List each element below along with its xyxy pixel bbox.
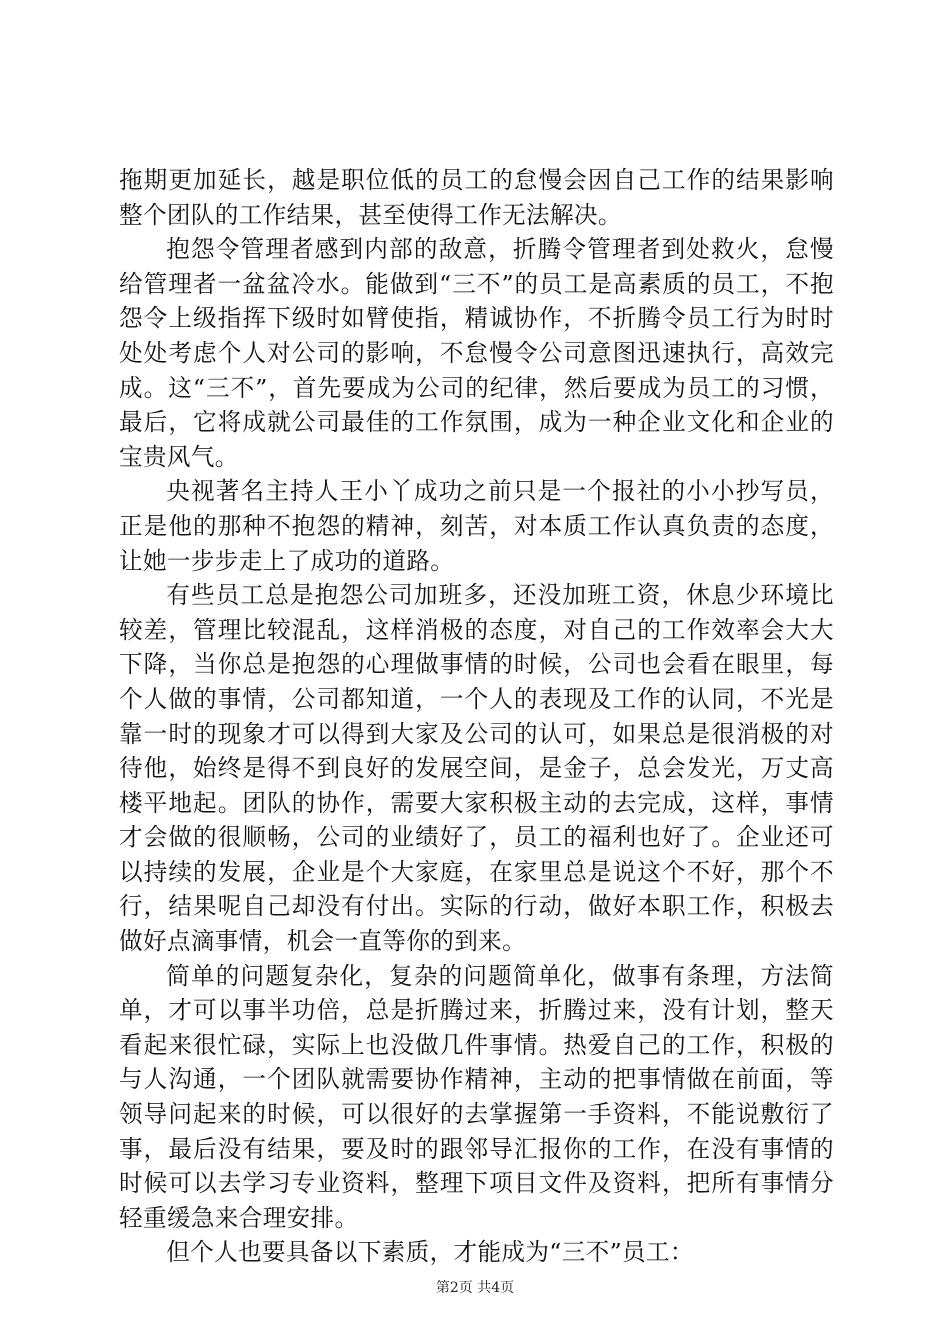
paragraph: 抱怨令管理者感到内部的敌意，折腾令管理者到处救火，怠慢给管理者一盆盆冷水。能做到“三不”的员工是高素质的员工，不抱怨令上级指挥下级时如臂使指，精诚协作，不折腾令员工行为时时处处考虑个人对公司的影响，不怠慢令公司意图迅速执行，高效完成。这“三不”，首先要成为公司的纪律，然后要成为员工的习惯，最后，它将成就公司最佳的工作氛围，成为一种企业文化和企业的宝贵风气。 (119, 235, 834, 471)
document-body (119, 163, 834, 1270)
page-number-footer: 第2页 共4页 (435, 1280, 515, 1296)
paragraph: 简单的问题复杂化，复杂的问题简单化，做事有条理，方法简单，才可以事半功倍，总是折腾过来，折腾过来，没有计划，整天看起来很忙碌，实际上也没做几件事情。热爱自己的工作，积极的与人沟通，一个团队就需要协作精神，主动的把事情做在前面，等领导问起来的时候，可以很好的去掌握第一手资料，不能说敷衍了事，最后没有结果，要及时的跟邻导汇报你的工作，在没有事情的时候可以去学习专业资料，整理下项目文件及资料，把所有事情分轻重缓急来合理安排。 (119, 961, 834, 1232)
paragraph-continuation: 拖期更加延长，越是职位低的员工的怠慢会因自己工作的结果影响整个团队的工作结果，甚至使得工作无法解决。 (119, 166, 834, 229)
paragraph: 有些员工总是抱怨公司加班多，还没加班工资，休息少环境比较差，管理比较混乱，这样消极的态度，对自己的工作效率会大大下降，当你总是抱怨的心理做事情的时候，公司也会看在眼里，每个人做的事情，公司都知道，一个人的表现及工作的认同，不光是靠一时的现象才可以得到大家及公司的认可，如果总是很消极的对待他，始终是得不到良好的发展空间，是金子，总会发光，万丈高楼平地起。团队的协作，需要大家积极主动的去完成，这样，事情才会做的很顺畅，公司的业绩好了，员工的福利也好了。企业还可以持续的发展，企业是个大家庭，在家里总是说这个不好，那个不行，结果呢自己却没有付出。实际的行动，做好本职工作，积极去做好点滴事情，机会一直等你的到来。 (119, 581, 834, 956)
paragraph: 央视著名主持人王小丫成功之前只是一个报社的小小抄写员，正是他的那种不抱怨的精神，刻苦，对本质工作认真负责的态度，让她一步步走上了成功的道路。 (119, 477, 834, 575)
paragraph: 但个人也要具备以下素质，才能成为“三不”员工： (166, 1238, 694, 1267)
